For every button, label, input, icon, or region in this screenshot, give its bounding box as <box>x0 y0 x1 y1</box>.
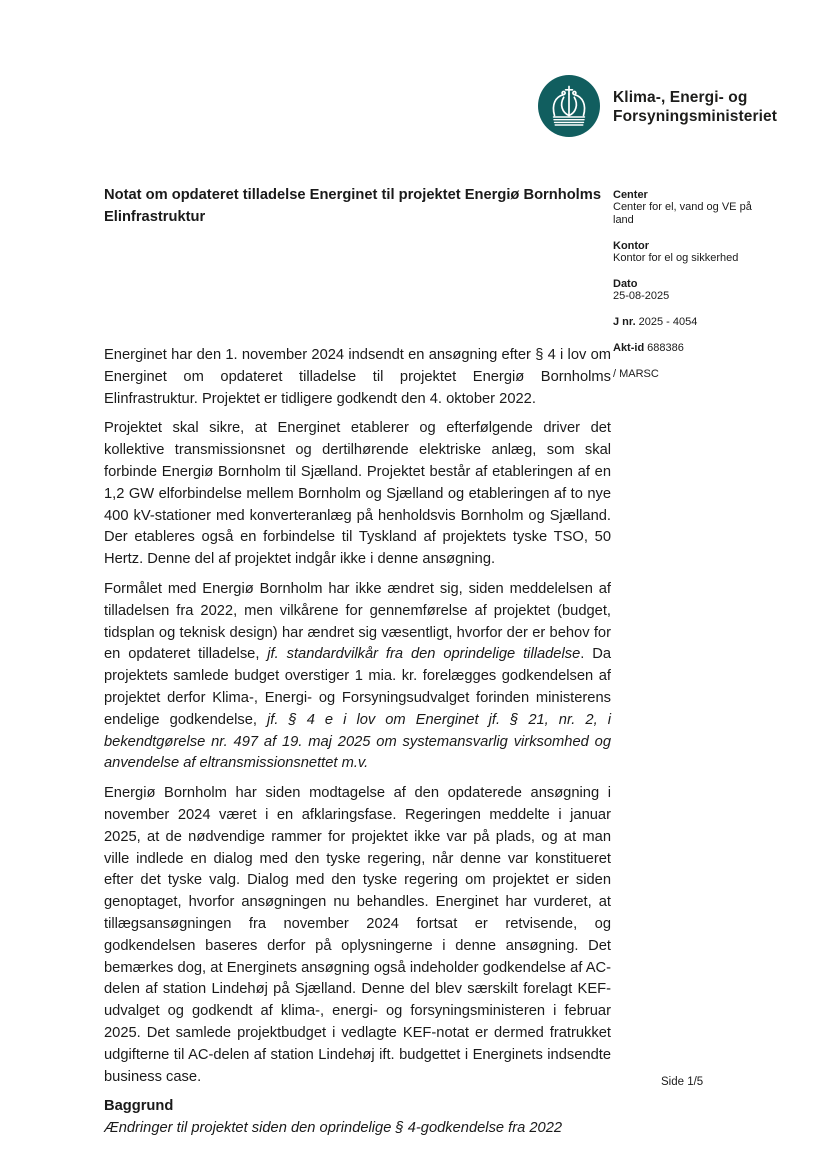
paragraph-4-text: Energiø Bornholm har siden modtagelse af den opdaterede ansøgning i november 2024 været i en afklaringsfase. Regeringen meddelte i januar 2025, at de nødvendige rammer for projektet ikke var på plads, og at man ville indlede en dialog med den tyske regering, når denne var konstitueret efter det tyske valg. Dialog med den tyske regering om projektet er siden genoptaget, hvorfor ansøgningen nu behandles. Energinet har vurderet, at tillægsansøgningen fra november 2024 fortsat er retvisende, og godkendelsen baseres derfor på oplysningerne i denne ansøgning. Det bemærkes dog, at Energinets ansøgning også indeholder godkendelse af AC-delen af station Lindehøj på Sjælland. Denne del blev særskilt forelagt KEF-udvalget og godkendt af klima-, energi- og forsyningsministeren i februar 2025. Det samlede projektbudget i vedlagte KEF-notat er dermed fratrukket udgifterne til AC-delen af station Lindehøj ift. budgettet i Energinets indsendte business case. <box>104 785 611 1085</box>
meta-kontor-value: Kontor for el og sikkerhed <box>613 252 739 265</box>
meta-jnr-value: 2025 - 4054 <box>638 316 698 329</box>
paragraph-3-run2-italic: jf. standardvilkår fra den oprindelige tilladelse <box>267 646 581 663</box>
ministry-name-line1: Klima-, Energi- og <box>613 89 748 106</box>
paragraph-3-run3: . Da projektets samlede budget overstiger 1 mia. kr. forelægges godkendelsen af projektet derfor Klima-, Energi- og Forsyningsudvalget forinden ministerens endelige godkendelse, <box>104 646 611 728</box>
meta-center-value: Center for el, vand og VE på land <box>613 201 752 226</box>
meta-kontor <box>613 240 753 265</box>
paragraph-2 <box>104 418 611 571</box>
ministry-name <box>613 89 777 126</box>
paragraph-4 <box>104 783 611 1088</box>
meta-initials: / MARSC <box>613 368 659 381</box>
meta-dato-label: Dato <box>613 278 638 291</box>
meta-jnr <box>613 316 753 328</box>
meta-aktid-value: 688386 <box>647 342 684 355</box>
paragraph-1-text: Energinet har den 1. november 2024 indsendt en ansøgning efter § 4 i lov om Energinet om opdateret tilladelse til projektet Energiø Bornholms Elinfrastruktur. Projektet er tidligere godkendt den 4. oktober 2022. <box>104 347 611 407</box>
crown-icon <box>538 75 600 137</box>
document-title: Notat om opdateret tilladelse Energinet til projektet Energiø Bornholms Elinfrastruktur <box>104 187 601 225</box>
document-body <box>104 345 611 1140</box>
paragraph-1 <box>104 345 611 410</box>
paragraph-3 <box>104 579 611 775</box>
meta-center-label: Center <box>613 189 648 201</box>
paragraph-3-run1: Formålet med Energiø Bornholm har ikke ændret sig, siden meddelelsen af tilladelsen fra 2022, men vilkårene for gennemførelse af projektet (budget, tidsplan og teknisk design) har ændret sig væsentligt, hvorfor der er behov for en opdateret tilladelse, <box>104 580 611 663</box>
meta-kontor-label: Kontor <box>613 239 650 252</box>
meta-aktid-label: Akt-id <box>613 342 645 355</box>
meta-jnr-label: J nr. <box>613 316 636 329</box>
page-number: Side 1/5 <box>661 1076 704 1088</box>
meta-center <box>613 189 753 226</box>
section-heading: Baggrund <box>104 1098 174 1115</box>
section-subheading: Ændringer til projektet siden den oprindelige § 4-godkendelse fra 2022 <box>104 1120 563 1137</box>
meta-dato-value: 25-08-2025 <box>613 290 670 303</box>
paragraph-2-text: Projektet skal sikre, at Energinet etablerer og efterfølgende driver det kollektive transmissionsnet og dertilhørende elektriske anlæg, som skal forbinde Energiø Bornholm til Sjælland. Projektet består af etableringen af en 1,2 GW elforbindelse mellem Bornholm og Sjælland og etableringen af to nye 400 kV-stationer med konverteranlæg på henholdsvis Bornholm og Sjælland. Der etableres også en forbindelse til Tyskland af projektets tyske TSO, 50 Hertz. Denne del af projektet indgår ikke i denne ansøgning. <box>104 420 611 568</box>
ministry-name-line2: Forsyningsministeriet <box>613 107 778 125</box>
paragraph-3-run4-italic: jf. § 4 e i lov om Energinet jf. § 21, nr. 2, i bekendtgørelse nr. 497 af 19. maj 2025 om systemansvarlig virksomhed og anvendelse af eltransmissionsnettet m.v. <box>104 711 611 772</box>
meta-panel <box>613 189 753 394</box>
meta-dato <box>613 278 753 303</box>
meta-aktid <box>613 342 753 354</box>
